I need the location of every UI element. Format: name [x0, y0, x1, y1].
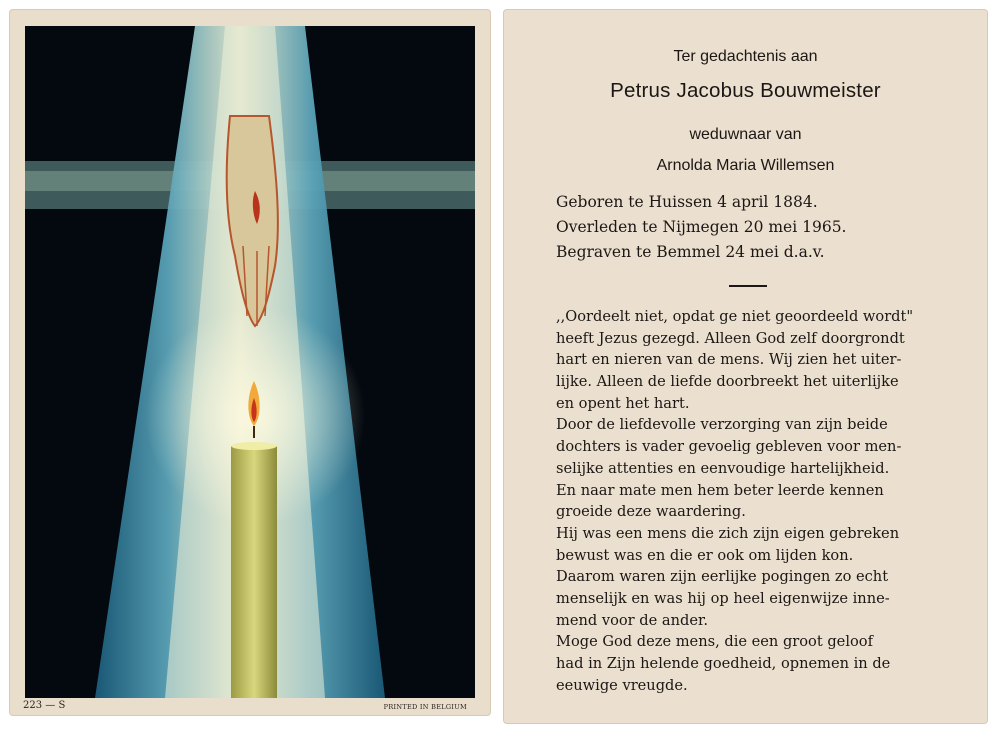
- text-line: dochters is vader gevoelig gebleven voor men-: [556, 438, 902, 456]
- text-line: Moge God deze mens, die een groot geloof: [556, 633, 873, 651]
- text-line: Door de liefdevolle verzorging van zijn beide: [556, 416, 888, 434]
- text-line: selijke attenties en eenvoudige hartelijkheid.: [556, 459, 890, 477]
- text-line: lijke. Alleen de liefde doorbreekt het uiterlijke: [556, 373, 899, 391]
- text-line: eeuwige vreugde.: [556, 676, 688, 694]
- text-line: Daarom waren zijn eerlijke pogingen zo echt: [556, 568, 889, 586]
- text-line: had in Zijn helende goedheid, opnemen in de: [556, 655, 891, 672]
- text-line: groeide deze waardering.: [556, 503, 746, 521]
- text-line: hart en nieren van de mens. Wij zien het uiter-: [556, 351, 902, 369]
- cross-candle-painting: [25, 26, 475, 698]
- heading-intro: Ter gedachtenis aan: [673, 48, 818, 65]
- text-line: En naar mate men hem beter leerde kennen: [556, 481, 884, 499]
- death-line: Overleden te Nijmegen 20 mei 1965.: [556, 218, 847, 236]
- painting-illustration: [25, 26, 475, 698]
- burial-line: Begraven te Bemmel 24 mei d.a.v.: [556, 243, 825, 261]
- relation-line: weduwnaar van: [689, 126, 802, 143]
- printed-in-belgium: PRINTED IN BELGIUM: [383, 703, 467, 711]
- memorial-text: [556, 306, 913, 696]
- text-line: en opent het hart.: [556, 394, 690, 412]
- divider-rule: [729, 285, 767, 287]
- text-line: ,,Oordeelt niet, opdat ge niet geoordeeld wordt": [556, 308, 914, 325]
- birth-line: Geboren te Huissen 4 april 1884.: [556, 193, 818, 211]
- spouse-name: Arnolda Maria Willemsen: [656, 157, 835, 174]
- memorial-card-back: [503, 9, 988, 724]
- text-line: mend voor de ander.: [556, 611, 708, 629]
- text-line: Hij was een mens die zich zijn eigen gebreken: [556, 524, 900, 542]
- text-line: heeft Jezus gezegd. Alleen God zelf doorgrondt: [556, 329, 905, 347]
- print-number: 223 — S: [23, 700, 66, 711]
- text-line: bewust was en die er ook om lijden kon.: [556, 546, 854, 564]
- memorial-card-front: [9, 9, 491, 716]
- deceased-name: Petrus Jacobus Bouwmeister: [610, 79, 881, 102]
- life-dates: [556, 190, 847, 265]
- text-line: menselijk en was hij op heel eigenwijze inne-: [556, 589, 890, 607]
